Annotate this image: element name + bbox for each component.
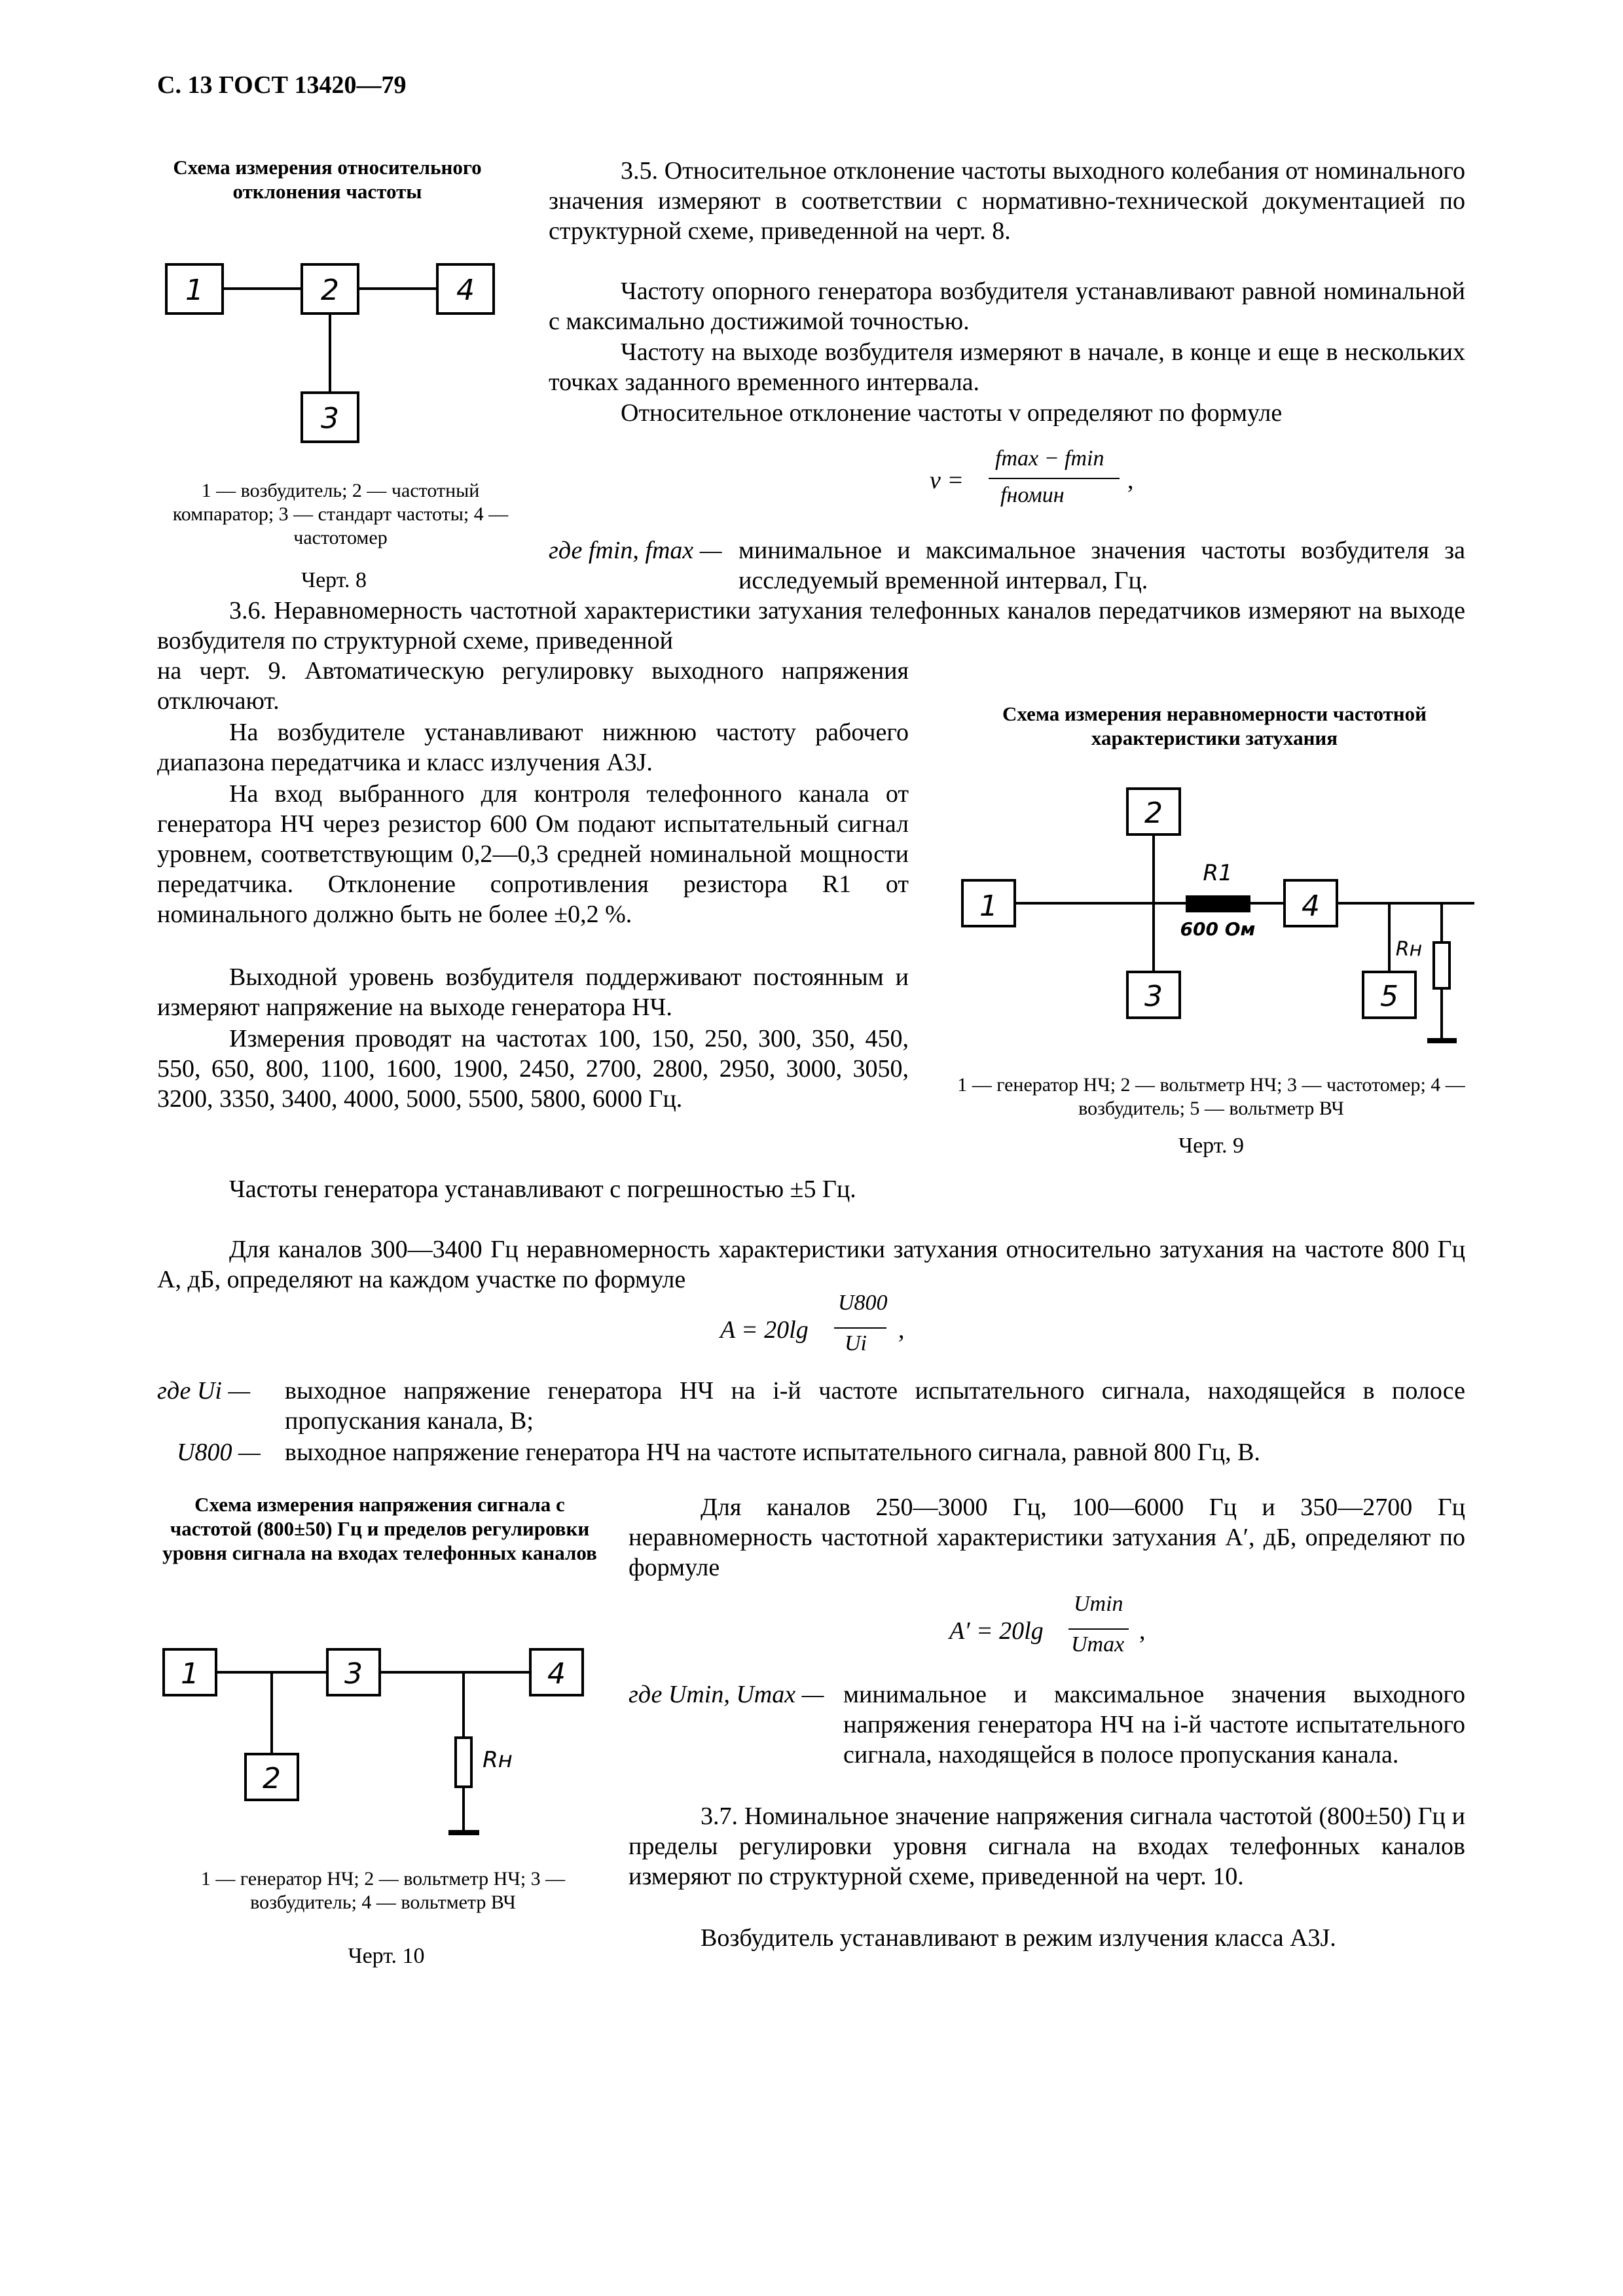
s36-where2-head: U800 — <box>177 1439 261 1466</box>
fig9-block-3-label: 3 <box>1144 980 1163 1013</box>
fig8-label: Черт. 8 <box>301 568 367 592</box>
formula-a-bar <box>834 1327 886 1329</box>
fig10-block-4-label: 4 <box>547 1657 566 1691</box>
s36-p8: Для каналов 250—3000 Гц, 100—6000 Гц и 350—2700 Гц неравномерность частотной характеристики затухания A′, дБ, определяют по формуле <box>629 1494 1465 1581</box>
fig10-title: Схема измерения напряжения сигнала с частотой (800±50) Гц и пределов регулировки уровня сигнала на входах телефонных каналов <box>162 1493 597 1564</box>
s35-p4: Относительное отклонение частоты v определяют по формуле <box>621 399 1283 427</box>
formula-v-num: fmax − fmin <box>995 446 1104 471</box>
formula-v-tail: , <box>1127 467 1134 494</box>
fig10-label: Черт. 10 <box>348 1944 425 1968</box>
s36-where1-head: где Ui — <box>157 1377 251 1405</box>
fig8-block-4-label: 4 <box>456 274 475 307</box>
s35-where-head: где fmin, fmax — <box>549 537 722 564</box>
s36-where1-text: выходное напряжение генератора НЧ на i-й частоте испытательного сигнала, находящейся в полосе пропускания канала, В; <box>285 1377 1465 1435</box>
page-header: С. 13 ГОСТ 13420—79 <box>157 71 407 99</box>
formula-a-tail: , <box>898 1316 905 1344</box>
fig9-resistor-rn <box>1434 942 1450 988</box>
fig8-block-2-label: 2 <box>321 274 339 307</box>
s36-p1-rest: на черт. 9. Автоматическую регулировку выходного напряжения отключают. <box>157 657 909 715</box>
s37-p2: Возбудитель устанавливают в режим излучения класса A3J. <box>701 1924 1336 1952</box>
formula-a-lhs: A = 20lg <box>720 1316 809 1344</box>
formula-a-den: Ui <box>845 1331 867 1355</box>
fig9-rn-label: Rн <box>1395 938 1423 961</box>
s35-p3: Частоту на выходе возбудителя измеряют в начале, в конце и еще в нескольких точках заданного временного интервала. <box>549 338 1465 396</box>
fig9-resistor-r1 <box>1187 897 1249 911</box>
s37-p1: 3.7. Номинальное значение напряжения сигнала частотой (800±50) Гц и пределы регулировки уровня сигнала на входах телефонных каналов измеряют по структурной схеме, приведенной на черт. 10. <box>629 1803 1465 1890</box>
s35-where-text: минимальное и максимальное значения частоты возбудителя за исследуемый временной интервал, Гц. <box>739 537 1465 594</box>
fig9-block-2-label: 2 <box>1144 797 1163 830</box>
fig9-block-5-label: 5 <box>1380 980 1398 1013</box>
fig9-diagram <box>943 776 1493 1070</box>
s36-p5: Измерения проводят на частотах 100, 150, 250, 300, 350, 450, 550, 650, 800, 1100, 1600, 1900, 2450, 2700, 2800, 2950, 3000, 3050, 3200, 3350, 3400, 4000, 5000, 5500, 5800, 6000 Гц. <box>157 1025 909 1113</box>
s36-p4: Выходной уровень возбудителя поддерживают постоянным и измеряют напряжение на выходе генератора НЧ. <box>157 963 909 1021</box>
formula-a-prime-lhs: A′ = 20lg <box>949 1617 1044 1645</box>
formula-a-prime-den: Umax <box>1071 1632 1125 1657</box>
s35-p2: Частоту опорного генератора возбудителя устанавливают равной номинальной с максимально достижимой точностью. <box>549 278 1465 335</box>
fig9-r1-label: R1 <box>1203 860 1233 886</box>
s36-where3-text: минимальное и максимальное значения выходного напряжения генератора НЧ на i-й частоте испытательного сигнала, находящейся в полосе пропускания канала. <box>843 1681 1465 1768</box>
fig9-legend: 1 — генератор НЧ; 2 — вольтметр НЧ; 3 — частотомер; 4 — возбудитель; 5 — вольтметр ВЧ <box>957 1074 1465 1119</box>
fig8-title: Схема измерения относительного отклонения частоты <box>173 156 482 203</box>
formula-a-num: U800 <box>838 1291 888 1315</box>
s36-where2-text: выходное напряжение генератора НЧ на частоте испытательного сигнала, равной 800 Гц, В. <box>285 1439 1260 1466</box>
fig10-rn-label: Rн <box>483 1747 513 1773</box>
fig10-block-2-label: 2 <box>263 1762 281 1795</box>
s36-p3: На вход выбранного для контроля телефонного канала от генератора НЧ через резистор 600 Ом подают испытательный сигнал уровнем, соответствующим 0,2—0,3 средней номинальной мощности передатчика. Отклонение сопротивления резистора R1 от номинального должно быть не более ±0,2 %. <box>157 780 909 928</box>
fig9-title: Схема измерения неравномерности частотной характеристики затухания <box>1002 702 1427 749</box>
formula-a-prime-num: Umin <box>1074 1592 1123 1616</box>
fig10-legend: 1 — генератор НЧ; 2 — вольтметр НЧ; 3 — возбудитель; 4 — вольтметр ВЧ <box>200 1868 566 1913</box>
fig10-block-3-label: 3 <box>344 1657 363 1691</box>
fig8-block-1-label: 1 <box>185 274 204 307</box>
s36-p2: На возбудителе устанавливают нижнюю частоту рабочего диапазона передатчика и класс излучения A3J. <box>157 719 909 776</box>
s36-p6: Частоты генератора устанавливают с погрешностью ±5 Гц. <box>229 1175 856 1203</box>
fig10-resistor-rn <box>456 1738 471 1787</box>
s36-where3-head: где Umin, Umax — <box>629 1681 824 1708</box>
formula-a-prime-tail: , <box>1139 1617 1146 1645</box>
s36-p1-top: 3.6. Неравномерность частотной характеристики затухания телефонных каналов передатчиков измеряют на выходе возбудителя по структурной схеме, приведенной <box>157 597 1465 655</box>
formula-v-den: fномин <box>1000 483 1065 507</box>
fig10-block-1-label: 1 <box>181 1657 199 1691</box>
fig8-legend: 1 — возбудитель; 2 — частотный компаратор; 3 — стандарт частоты; 4 — частотомер <box>172 480 509 548</box>
fig8-diagram <box>157 255 511 465</box>
fig10-diagram <box>157 1636 615 1852</box>
fig9-block-4-label: 4 <box>1302 889 1320 923</box>
formula-v-lhs: v = <box>930 467 964 494</box>
s36-p7: Для каналов 300—3400 Гц неравномерность характеристики затухания относительно затухания на частоте 800 Гц A, дБ, определяют на каждом участке по формуле <box>157 1236 1465 1293</box>
fig8-block-3-label: 3 <box>321 402 339 435</box>
formula-a-prime-bar <box>1068 1628 1129 1630</box>
s35-p1: 3.5. Относительное отклонение частоты выходного колебания от номинального значения измеряют в соответствии с нормативно-технической документацией по структурной схеме, приведенной на черт. 8. <box>549 157 1465 245</box>
fig9-r1-value: 600 Ом <box>1180 918 1256 940</box>
fig9-label: Черт. 9 <box>1178 1134 1245 1158</box>
formula-v-bar <box>989 478 1120 479</box>
fig9-block-1-label: 1 <box>979 889 998 923</box>
